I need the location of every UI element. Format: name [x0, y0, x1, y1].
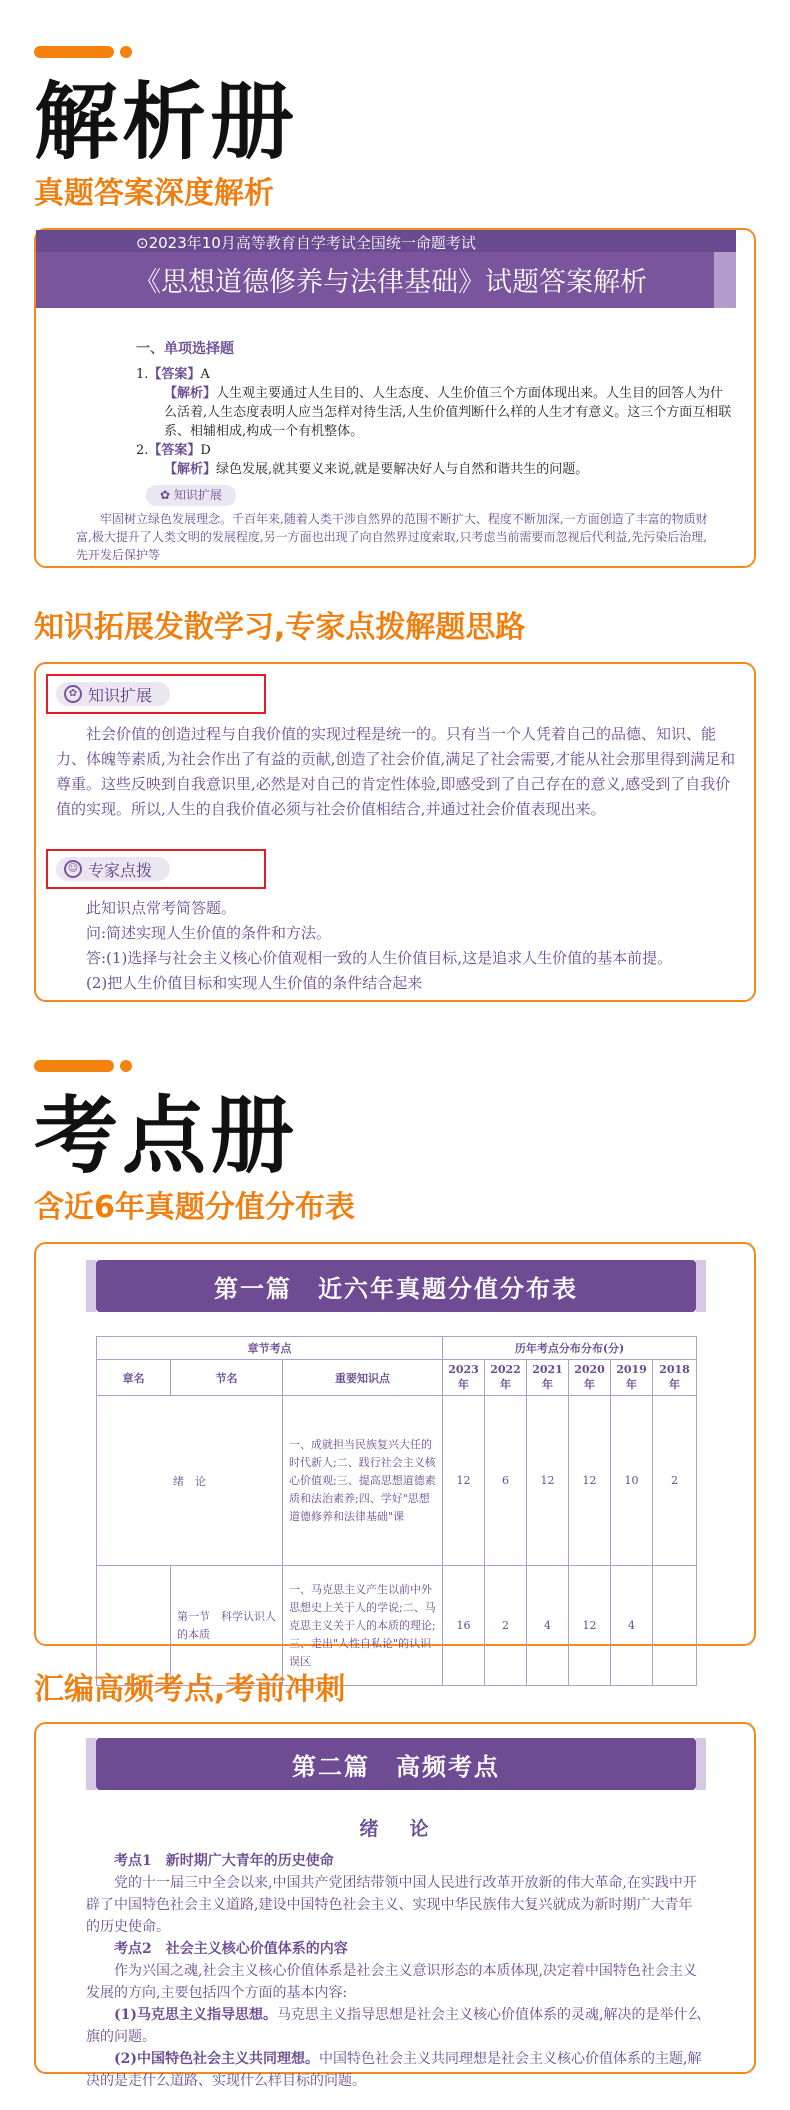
high-frequency-body: [86, 1850, 706, 2089]
col-year: 2019年: [611, 1360, 653, 1396]
col-year: 2023年: [443, 1360, 485, 1396]
extension-icon: ✿: [64, 685, 82, 703]
card-heading: 《思想道德修养与法律基础》试题答案解析: [134, 267, 647, 298]
table-dist-header: 历年考点分布分布(分): [443, 1337, 697, 1360]
exam-line: ⊙2023年10月高等教育自学考试全国统一命题考试: [136, 234, 476, 252]
score-distribution-card: [34, 1242, 756, 1668]
chapter-center-title: 绪 论: [359, 1818, 435, 1840]
banner-distribution: 第一篇 近六年真题分值分布表: [96, 1260, 696, 1312]
kp2-title: 考点2 社会主义核心价值体系的内容: [114, 1941, 348, 1957]
score-distribution-table: [96, 1336, 697, 1686]
kp2-text: 作为兴国之魂,社会主义核心价值体系是社会主义意识形态的本质体现,决定着中国特色社会主义发展的方向,主要包括四个方面的基本内容:: [86, 1963, 697, 2001]
expert-tip-label: ☺ 专家点拨: [56, 857, 170, 881]
col-year: 2021年: [527, 1360, 569, 1396]
decor-bar: [34, 46, 132, 58]
decor-bar: [34, 1060, 132, 1072]
kp1-text: 党的十一届三中全会以来,中国共产党团结带领中国人民进行改革开放新的伟大革命,在实践中开辟了中国特色社会主义道路,建设中国特色社会主义、实现中华民族伟大复兴就成为新时期广大青年的历史使命。: [86, 1875, 697, 1935]
expert-text: 此知识点常考简答题。 问:简述实现人生价值的条件和方法。 答:(1)选择与社会主义核心价值观相一致的人生价值目标,这是追求人生价值的基本前提。 (2)把人生价值目标和实现人生价值的条件结合起来: [86, 899, 673, 992]
section-subtitle-highfreq: 汇编高频考点,考前冲刺: [34, 1672, 346, 1707]
extension-paragraph: 社会价值的创造过程与自我价值的实现过程是统一的。只有当一个人凭着自己的品德、知识、能力、体魄等素质,为社会作出了有益的贡献,创造了社会价值,满足了社会需要,才能从社会那里得到满足和尊重。这些反映到自我意识里,必然是对自己的肯定性体验,即感受到了自己存在的意义,感受到了自我价值的实现。所以,人生的自我价值必须与社会价值相结合,并通过社会价值表现出来。: [56, 725, 736, 818]
section-title-jiexi: 解析册: [34, 73, 299, 171]
question-1-explanation: 【解析】人生观主要通过人生目的、人生态度、人生价值三个方面体现出来。人生目的回答人为什么活着,人生态度表明人应当怎样对待生活,人生价值判断什么样的人生才有意义。这三个方面互相联系、相辅相成,构成一个有机整体。: [164, 386, 732, 439]
table-group-header: 章节考点: [97, 1337, 443, 1360]
section-heading: 一、单项选择题: [136, 341, 234, 357]
extension-text: 牢固树立绿色发展理念。千百年来,随着人类干涉自然界的范围不断扩大、程度不断加深,一方面创造了丰富的物质财富,极大提升了人类文明的发展程度,另一方面也出现了向自然界过度索取,只考虑当前需要而忽视后代利益,先污染后治理,先开发后保护等: [76, 512, 708, 562]
knowledge-extension-pill: ✿ 知识扩展: [146, 485, 236, 506]
section-subtitle-jiexi: 真题答案深度解析: [34, 176, 274, 211]
col-year: 2022年: [485, 1360, 527, 1396]
col-points: 重要知识点: [283, 1360, 443, 1396]
col-section: 节名: [171, 1360, 283, 1396]
knowledge-extension-label: ✿ 知识扩展: [56, 682, 170, 706]
section-subtitle-extension: 知识拓展发散学习,专家点拨解题思路: [34, 610, 526, 645]
question-2: 2.【答案】D: [136, 443, 211, 458]
answer-analysis-card: [34, 228, 756, 568]
kp2-item-2: (2)中国特色社会主义共同理想。中国特色社会主义共同理想是社会主义核心价值体系的主题,解决的是走什么道路、实现什么样目标的问题。: [86, 2051, 702, 2089]
highlight-box-expert: [46, 849, 266, 889]
section-title-kaodian: 考点册: [34, 1087, 299, 1185]
banner-highfreq: 第二篇 高频考点: [96, 1738, 696, 1790]
extension-card: [34, 662, 756, 1002]
card-heading-bar: [36, 252, 736, 308]
section-subtitle-kaodian: 含近6年真题分值分布表: [34, 1190, 355, 1225]
col-chapter: 章名: [97, 1360, 171, 1396]
card-body: [76, 340, 736, 562]
question-2-explanation: 【解析】绿色发展,就其要义来说,就是要解决好人与自然和谐共生的问题。: [164, 462, 589, 477]
highlight-box-extension: [46, 674, 266, 714]
question-1: 1.【答案】A: [136, 367, 210, 382]
kp1-title: 考点1 新时期广大青年的历史使命: [114, 1853, 334, 1869]
table-row: 第一节 科学认识人的本质 一、马克思主义产生以前中外思想史上关于人的学说;二、马克思主义关于人的本质的理论;三、走出"人性自私论"的认识误区 16 2 4 12 4: [97, 1566, 697, 1686]
table-row: 绪 论 一、成就担当民族复兴大任的时代新人;二、践行社会主义核心价值观;三、提高思想道德素质和法治素养;四、学好"思想道德修养和法律基础"课 12 6 12 12 10 2: [97, 1396, 697, 1566]
col-year: 2018年: [653, 1360, 697, 1396]
high-frequency-card: [34, 1722, 756, 2089]
kp2-item-1: (1)马克思主义指导思想。马克思主义指导思想是社会主义核心价值体系的灵魂,解决的是举什么旗的问题。: [86, 2007, 702, 2045]
person-icon: ☺: [64, 860, 82, 878]
col-year: 2020年: [569, 1360, 611, 1396]
